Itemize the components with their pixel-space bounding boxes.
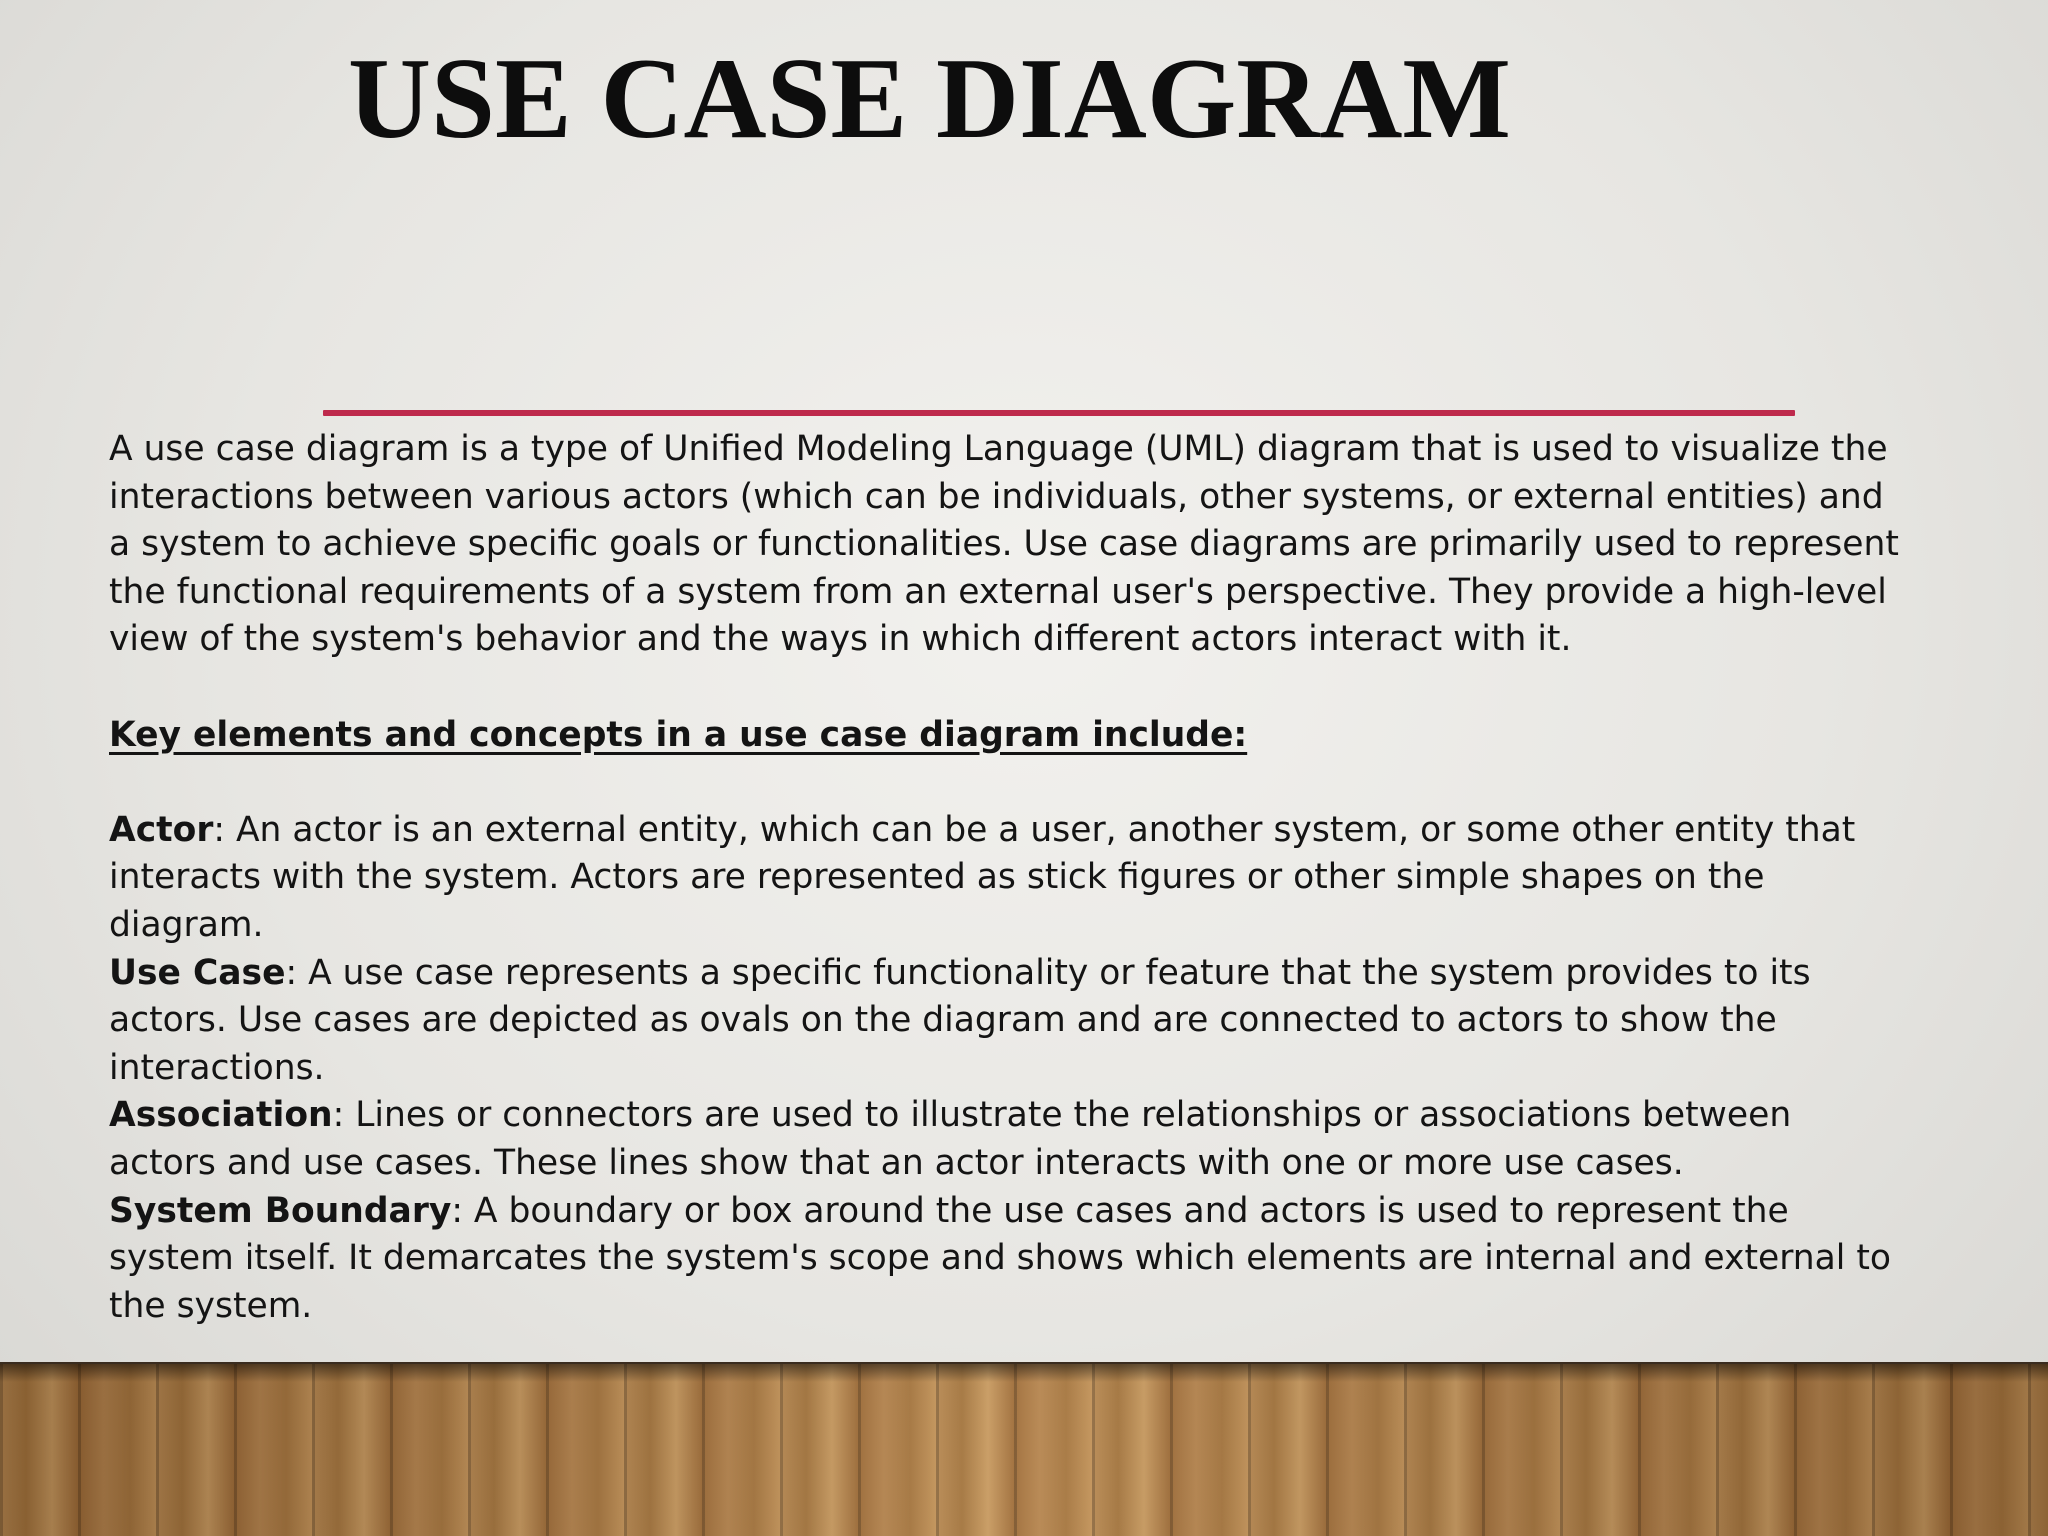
element-term: Use Case xyxy=(109,952,286,993)
element-description: : A boundary or box around the use cases and actors is used to represent the system itself. It demarcates the system's scope and shows which elements are internal and external to the system. xyxy=(109,1190,1891,1326)
element-use-case xyxy=(109,950,1909,1093)
element-description: : An actor is an external entity, which can be a user, another system, or some other entity that interacts with the system. Actors are represented as stick figures or other simple shapes on the diagram. xyxy=(109,809,1856,945)
element-system-boundary xyxy=(109,1188,1909,1331)
element-description: : Lines or connectors are used to illustrate the relationships or associations between actors and use cases. These lines show that an actor interacts with one or more use cases. xyxy=(109,1095,1792,1183)
element-term: System Boundary xyxy=(109,1190,452,1231)
element-actor xyxy=(109,807,1909,950)
key-elements-heading: Key elements and concepts in a use case diagram include: xyxy=(109,714,1248,755)
wood-floor-background xyxy=(0,1364,2048,1536)
slide-title: USE CASE DIAGRAM xyxy=(348,35,1511,162)
element-association xyxy=(109,1092,1909,1187)
spacer xyxy=(109,664,1909,712)
element-description: : A use case represents a specific functionality or feature that the system provides to its actors. Use cases are depicted as ovals on the diagram and are connected to actors to show the interactions. xyxy=(109,952,1811,1088)
element-term: Actor xyxy=(109,809,214,850)
element-term: Association xyxy=(109,1095,333,1136)
intro-paragraph: A use case diagram is a type of Unified Modeling Language (UML) diagram that is used to visualize the interactions between various actors (which can be individuals, other systems, or external entities) and a system to achieve specific goals or functionalities. Use case diagrams are primarily used to represent the functional requirements of a system from an external user's perspective. They provide a high-level view of the system's behavior and the ways in which different actors interact with it. xyxy=(109,429,1899,660)
title-divider xyxy=(323,410,1795,416)
slide-body xyxy=(109,426,1909,1330)
spacer xyxy=(109,759,1909,807)
